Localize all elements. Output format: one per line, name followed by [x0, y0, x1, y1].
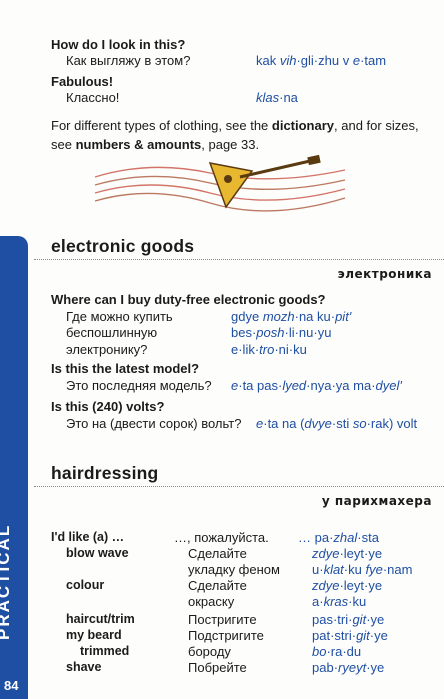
russian-phrase: беспошлинную [66, 325, 158, 340]
question-latest-model: Is this the latest model? [51, 361, 200, 376]
table-cell-english: my beard [66, 628, 122, 642]
table-cell-russian: Сделайте [188, 546, 247, 561]
table-cell-russian: окраску [188, 594, 235, 609]
russian-phrase: Это на (двести сорок) вольт? [66, 416, 242, 431]
table-cell-transliteration: bo·ra·du [312, 644, 362, 659]
table-cell-russian: укладку феном [188, 562, 280, 577]
table-cell-english: colour [66, 578, 105, 592]
question-fabulous: Fabulous! [51, 74, 114, 89]
transliteration: kak vih·gli·zhu v e·tam [256, 53, 387, 68]
russian-phrase: Это последняя модель? [66, 378, 212, 393]
page-number: 84 [4, 678, 19, 693]
transliteration: e·ta pas·lyed·nya·ya ma·dyel' [231, 378, 402, 393]
russian-phrase: Где можно купить [66, 309, 173, 324]
section-subtitle-russian: электроника [337, 267, 432, 281]
table-cell-english: I'd like (a) … [51, 530, 125, 544]
table-cell-russian: Подстригите [188, 628, 264, 643]
transliteration: klas·na [256, 90, 298, 105]
table-cell-transliteration: pat·stri·git·ye [312, 628, 388, 643]
transliteration: bes·posh·li·nu·yu [231, 325, 332, 340]
table-cell-transliteration: zdye·leyt·ye [312, 546, 383, 561]
table-cell-russian: бороду [188, 644, 231, 659]
transliteration: e·lik·tro·ni·ku [231, 342, 307, 357]
question-duty-free: Where can I buy duty-free electronic goods? [51, 292, 326, 307]
table-cell-english: trimmed [80, 644, 130, 658]
table-cell-russian: Побрейте [188, 660, 247, 675]
table-cell-transliteration: u·klat·ku fye·nam [312, 562, 413, 577]
russian-phrase: электронику? [66, 342, 148, 357]
table-cell-transliteration: a·kras·ku [312, 594, 367, 609]
section-title-hairdressing: hairdressing [51, 463, 159, 483]
cross-reference-note: For different types of clothing, see the dictionary, and for sizes, see numbers & amounts, page 33. [51, 118, 419, 152]
balalaika-illustration [90, 155, 350, 215]
table-cell-english: shave [66, 660, 102, 674]
table-cell-russian: …, пожалуйста. [174, 530, 269, 545]
table-cell-transliteration: zdye·leyt·ye [312, 578, 383, 593]
section-divider [34, 486, 444, 487]
table-cell-transliteration: pab·ryeyt·ye [312, 660, 385, 675]
russian-phrase: Как выгляжу в этом? [66, 53, 191, 68]
table-cell-transliteration: pas·tri·git·ye [312, 612, 385, 627]
russian-phrase: Классно! [66, 90, 120, 105]
section-divider [34, 259, 444, 260]
transliteration: e·ta na (dvye·sti so·rak) volt [256, 416, 418, 431]
table-cell-english: blow wave [66, 546, 129, 560]
question-how-do-i-look: How do I look in this? [51, 37, 186, 52]
table-cell-russian: Сделайте [188, 578, 247, 593]
section-subtitle-russian: у парихмахера [321, 494, 432, 508]
table-cell-russian: Постригите [188, 612, 257, 627]
section-label [0, 600, 14, 640]
table-cell-transliteration: … pa·zhal·sta [298, 530, 379, 545]
question-volts: Is this (240) volts? [51, 399, 165, 414]
transliteration: gdye mozh·na ku·pit' [231, 309, 352, 324]
table-cell-english: haircut/trim [66, 612, 135, 626]
section-title-electronic-goods: electronic goods [51, 236, 195, 256]
